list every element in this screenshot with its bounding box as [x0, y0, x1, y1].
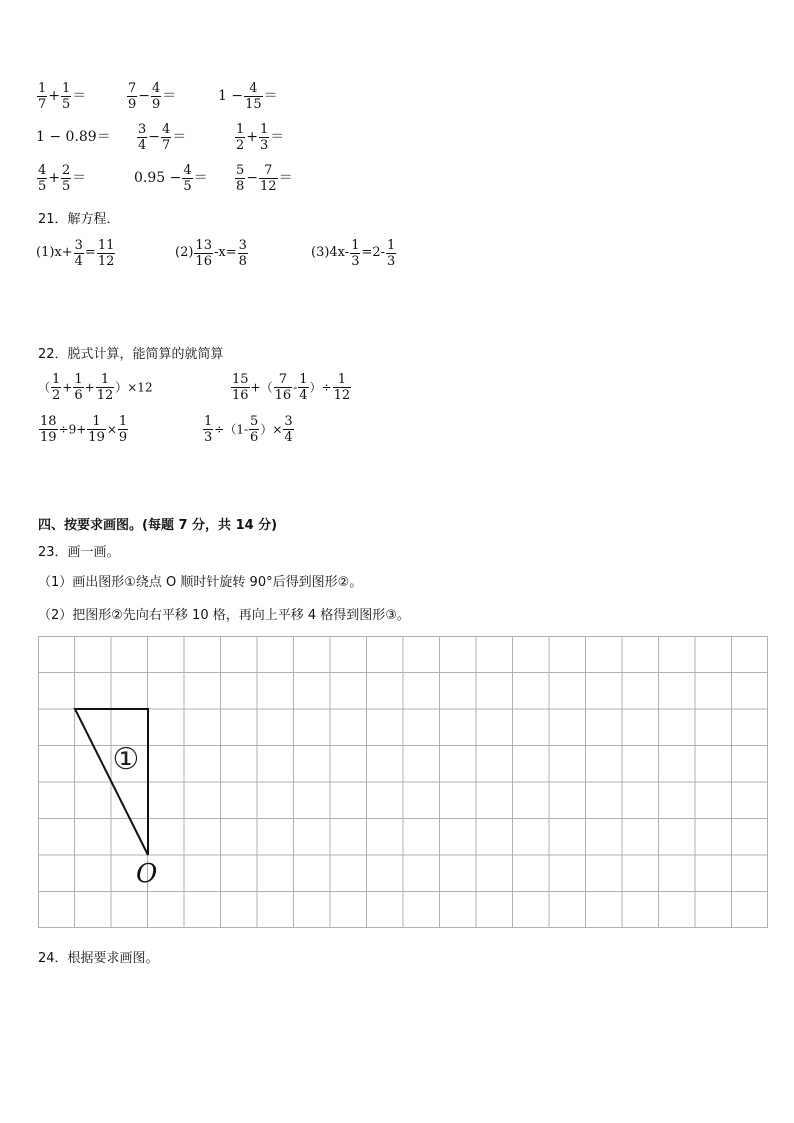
- fraction: $\frac{15}{16}$: [232, 372, 249, 403]
- fraction: $\frac{1}{4}$: [299, 372, 308, 403]
- fraction: $\frac{18}{19}$: [40, 414, 57, 445]
- q22-expr-2: $\frac{15}{16}$ +（ $\frac{7}{16}$ - $\frac{1}{4}$ ）÷ $\frac{1}{12}$: [232, 372, 351, 403]
- fraction: $\frac{1}{3}$: [204, 414, 213, 445]
- fraction: $\frac{1}{2}$: [236, 121, 245, 153]
- fraction: $\frac{1}{12}$: [333, 372, 351, 403]
- calc-2b: $\frac{3}{4}$ − $\frac{4}{7}$ ＝: [138, 121, 187, 153]
- fraction: $\frac{1}{3}$: [387, 237, 396, 269]
- calc-2a: 1 − 0.89＝: [36, 129, 111, 145]
- fraction: $\frac{4}{15}$: [245, 80, 262, 112]
- fraction: $\frac{1}{9}$: [118, 414, 128, 445]
- drawing-grid[interactable]: [38, 636, 768, 928]
- fraction: $\frac{4}{7}$: [162, 121, 171, 153]
- fraction: $\frac{4}{9}$: [152, 80, 161, 112]
- fraction: $\frac{1}{7}$: [38, 80, 47, 112]
- equation-1: (1)x+ $\frac{3}{4}$ = $\frac{11}{12}$: [36, 237, 115, 269]
- q23-part-2: （2）把图形②先向右平移 10 格，再向上平移 4 格得到图形③。: [38, 608, 410, 623]
- q22-title: 22．脱式计算，能简算的就简算: [38, 347, 224, 362]
- fraction: $\frac{5}{8}$: [236, 162, 245, 194]
- calc-3b: 0.95 − $\frac{4}{5}$ ＝: [134, 162, 208, 194]
- fraction: $\frac{3}{4}$: [138, 121, 147, 153]
- fraction: $\frac{1}{12}$: [96, 372, 114, 403]
- fraction: $\frac{3}{4}$: [284, 414, 293, 445]
- q22-expr-4: $\frac{1}{3}$ ÷（1- $\frac{5}{6}$ ）× $\frac{3}{4}$: [204, 414, 293, 445]
- fraction: $\frac{5}{6}$: [250, 414, 259, 445]
- q22-expr-1: （ $\frac{1}{2}$ + $\frac{1}{6}$ + $\frac{1}{12}$ ）×12: [38, 372, 153, 403]
- section-heading: 四、按要求画图。(每题 7 分，共 14 分): [38, 518, 278, 533]
- equation-2: (2) $\frac{13}{16}$ -x= $\frac{3}{8}$: [175, 237, 247, 269]
- fraction: $\frac{2}{5}$: [62, 162, 71, 194]
- q24-title: 24．根据要求画图。: [38, 951, 159, 966]
- fraction: $\frac{11}{12}$: [97, 237, 115, 269]
- q21-title: 21．解方程．: [38, 212, 120, 227]
- q23-part-1: （1）画出图形①绕点 O 顺时针旋转 90°后得到图形②。: [38, 575, 363, 590]
- equation-3: (3)4x- $\frac{1}{3}$ =2- $\frac{1}{3}$: [311, 237, 396, 269]
- fraction: $\frac{4}{5}$: [38, 162, 47, 194]
- shape-label-1: ①: [112, 742, 140, 777]
- fraction: $\frac{7}{9}$: [128, 80, 137, 112]
- fraction: $\frac{4}{5}$: [183, 162, 192, 194]
- q22-expr-3: $\frac{18}{19}$ ÷9+ $\frac{1}{19}$ × $\frac{1}{9}$: [40, 414, 128, 445]
- fraction: $\frac{7}{12}$: [260, 162, 277, 194]
- fraction: $\frac{3}{4}$: [74, 237, 83, 269]
- fraction: $\frac{1}{19}$: [88, 414, 105, 445]
- calc-1c: 1 − $\frac{4}{15}$ ＝: [218, 80, 278, 112]
- calc-1b: $\frac{7}{9}$ − $\frac{4}{9}$ ＝: [128, 80, 177, 112]
- fraction: $\frac{1}{2}$: [52, 372, 61, 403]
- fraction: $\frac{7}{16}$: [274, 372, 292, 403]
- point-label-o: O: [136, 859, 158, 889]
- fraction: $\frac{1}{5}$: [62, 80, 71, 112]
- fraction: $\frac{1}{3}$: [260, 121, 269, 153]
- fraction: $\frac{1}{6}$: [74, 372, 83, 403]
- calc-3a: $\frac{4}{5}$ + $\frac{2}{5}$ ＝: [38, 162, 87, 194]
- calc-1a: $\frac{1}{7}$ + $\frac{1}{5}$ ＝: [38, 80, 87, 112]
- calc-2c: $\frac{1}{2}$ + $\frac{1}{3}$ ＝: [236, 121, 285, 153]
- q23-title: 23．画一画。: [38, 545, 120, 560]
- calc-3c: $\frac{5}{8}$ − $\frac{7}{12}$ ＝: [236, 162, 293, 194]
- fraction: $\frac{3}{8}$: [238, 237, 247, 269]
- fraction: $\frac{13}{16}$: [195, 237, 212, 269]
- fraction: $\frac{1}{3}$: [351, 237, 360, 269]
